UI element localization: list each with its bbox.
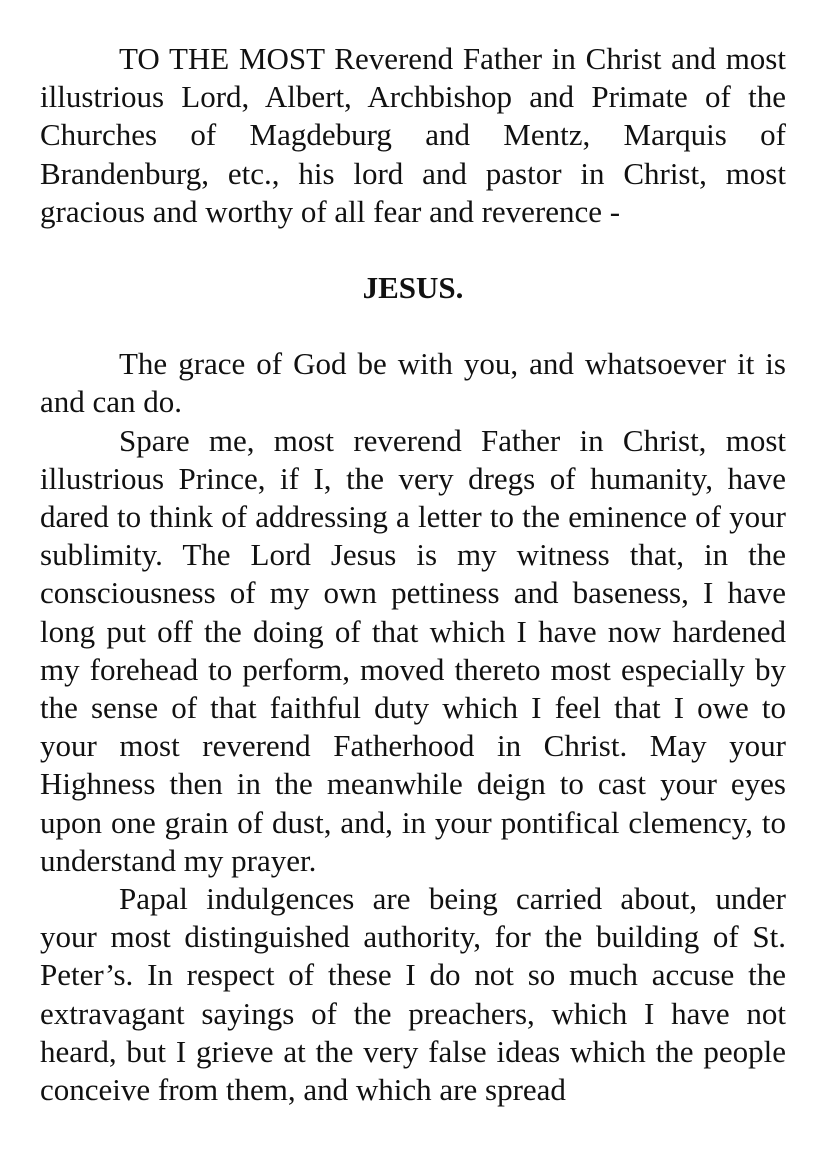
body-paragraph-1: The grace of God be with you, and whatsoever it is and can do. [40,346,786,420]
body-paragraph-3: Papal indulgences are being carried about, under your most distinguished authority, for the building of St. Peter’s. In respect of these I do not so much accuse the extravagant sayings of the preachers, which I have not heard, but I grieve at the very false ideas which the people conceive from them, and which are spread [40,881,786,1108]
body-paragraph-2: Spare me, most reverend Father in Christ, most illustrious Prince, if I, the very dregs of humanity, have dared to think of addressing a letter to the eminence of your sublimity. The Lord Jesus is my witness that, in the consciousness of my own pettiness and baseness, I have long put off the doing of that which I have now hardened my forehead to perform, moved thereto most especially by the sense of that faithful duty which I feel that I owe to your most reverend Fatherhood in Christ. May your Highness then in the meanwhile deign to cast your eyes upon one grain of dust, and, in your pontifical clemency, to understand my prayer. [40,422,786,878]
section-heading: JESUS. [362,270,464,306]
salutation-paragraph: TO THE MOST Reverend Father in Christ and most illustrious Lord, Albert, Archbishop and Primate of the Churches of Magdeburg and Mentz, Marquis of Brandenburg, etc., his lord and pastor in Christ, most gracious and worthy of all fear and reverence - [40,41,786,229]
document-page [40,40,786,1109]
